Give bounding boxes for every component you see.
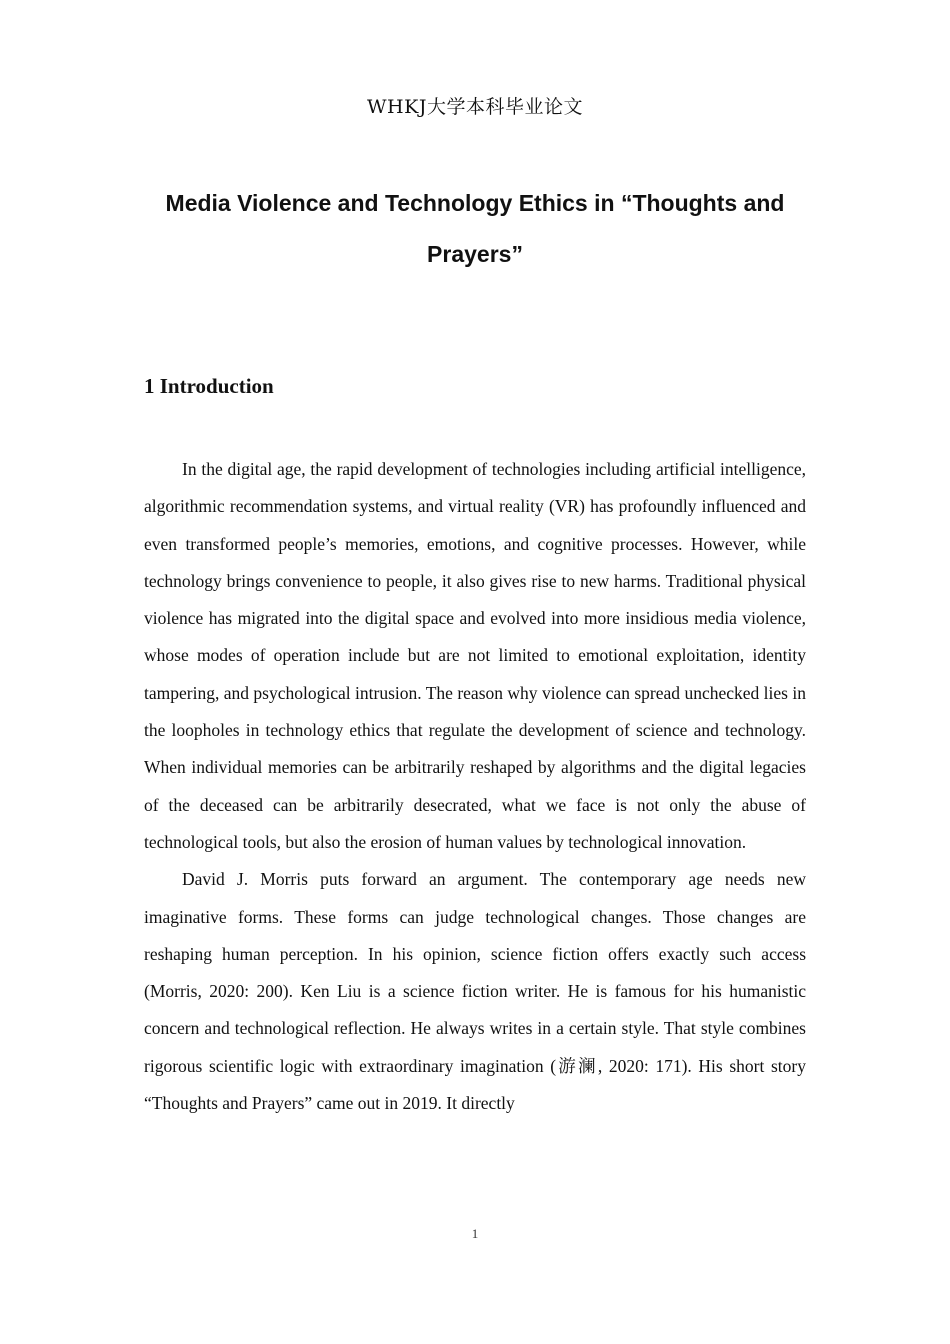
paragraph-2: David J. Morris puts forward an argument. The contemporary age needs new imaginative forms. These forms can judge technological changes. Those changes are reshaping human perception. In his opinion, science fiction offers exactly such access (Morris, 2020: 200). Ken Liu is a science fiction writer. He is famous for his humanistic concern and technological reflection. He always writes in a certain style. That style combines rigorous scientific logic with extraordinary imagination (游澜, 2020: 171). His short story “Thoughts and Prayers” came out in 2019. It directly <box>144 869 806 1114</box>
running-header: WHKJ大学本科毕业论文 <box>367 96 583 118</box>
body-text <box>144 451 806 1122</box>
paper-title: Media Violence and Technology Ethics in “Thoughts and Prayers” <box>165 190 785 267</box>
page-number: 1 <box>471 1226 479 1241</box>
section-heading: 1 Introduction <box>144 374 274 398</box>
paragraph-1: In the digital age, the rapid development of technologies including artificial intelligence, algorithmic recommendation systems, and virtual reality (VR) has profoundly influenced and even transformed people’s memories, emotions, and cognitive processes. However, while technology brings convenience to people, it also gives rise to new harms. Traditional physical violence has migrated into the digital space and evolved into more insidious media violence, whose modes of operation include but are not limited to emotional exploitation, identity tampering, and psychological intrusion. The reason why violence can spread unchecked lies in the loopholes in technology ethics that regulate the development of science and technology. When individual memories can be arbitrarily reshaped by algorithms and the digital legacies of the deceased can be arbitrarily desecrated, what we face is not only the abuse of technological tools, but also the erosion of human values by technological innovation. <box>144 459 806 852</box>
